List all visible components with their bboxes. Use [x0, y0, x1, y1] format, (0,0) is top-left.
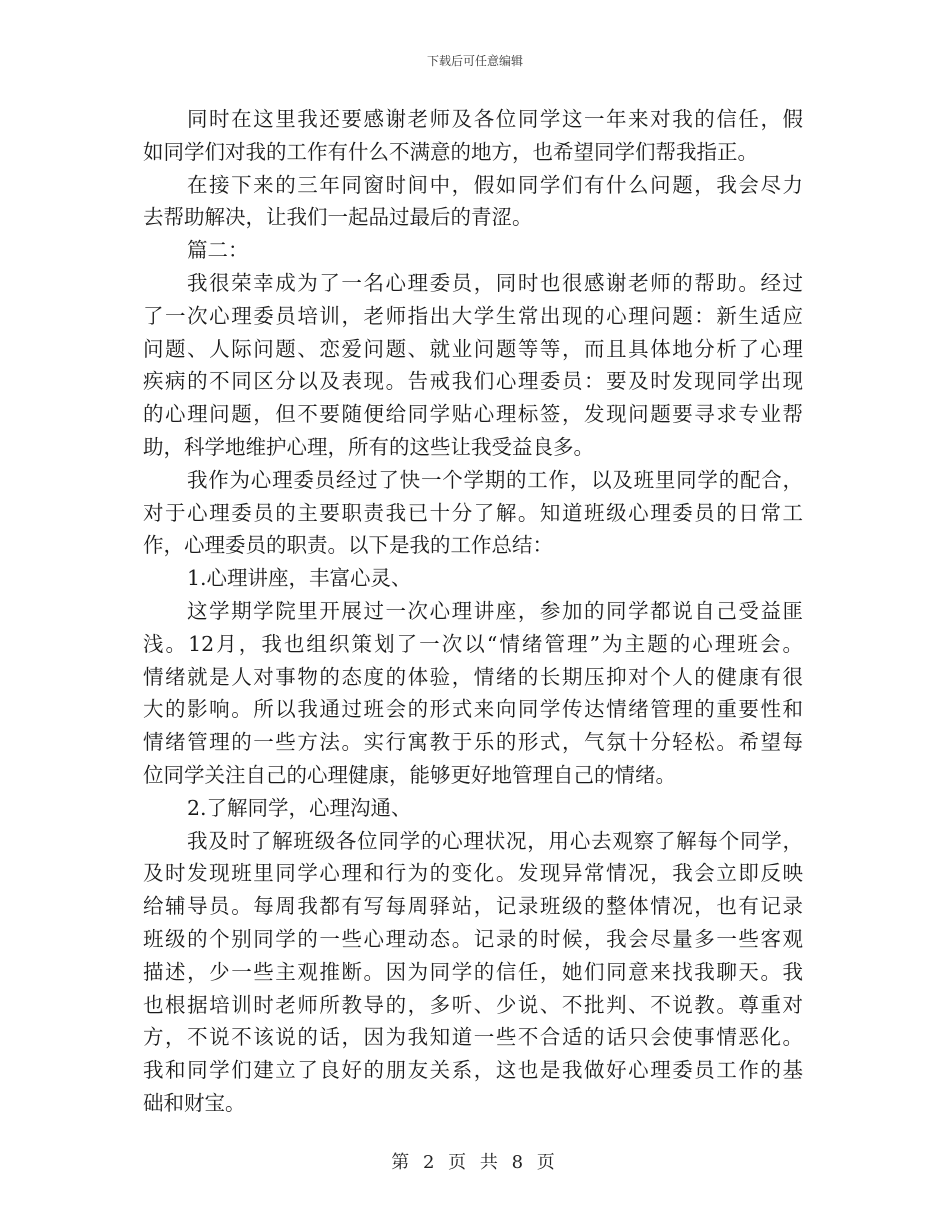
text-line: 这学期学院里开展过一次心理讲座，参加的同学都说自己受益匪 — [187, 598, 803, 623]
page-header: 下载后可任意编辑 — [426, 54, 523, 68]
text-line: 描述，少一些主观推断。因为同学的信任，她们同意来找我聊天。我 — [143, 959, 803, 984]
text-line: 础和财宝。 — [143, 1090, 246, 1115]
text-line: 作，心理委员的职责。以下是我的工作总结： — [143, 533, 553, 558]
text-line: 大的影响。所以我通过班会的形式来向同学传达情绪管理的重要性和 — [143, 697, 803, 722]
text-line: 班级的个别同学的一些心理动态。记录的时候，我会尽量多一些客观 — [143, 926, 803, 951]
text-line: 位同学关注自己的心理健康，能够更好地管理自己的情绪。 — [143, 762, 676, 787]
text-line: 了一次心理委员培训，老师指出大学生常出现的心理问题：新生适应 — [143, 303, 803, 328]
text-line: 浅。12月，我也组织策划了一次以“情绪管理”为主题的心理班会。 — [143, 631, 803, 656]
text-line: 情绪就是人对事物的态度的体验，情绪的长期压抑对个人的健康有很 — [143, 664, 803, 689]
text-line: 问题、人际问题、恋爱问题、就业问题等等，而且具体地分析了心理 — [143, 336, 803, 361]
text-line: 我作为心理委员经过了快一个学期的工作，以及班里同学的配合， — [187, 467, 803, 492]
text-line: 我和同学们建立了良好的朋友关系，这也是我做好心理委员工作的基 — [143, 1058, 803, 1083]
text-line: 疾病的不同区分以及表现。告戒我们心理委员：要及时发现同学出现 — [143, 369, 803, 394]
text-line: 也根据培训时老师所教导的，多听、少说、不批判、不说教。尊重对 — [143, 992, 803, 1017]
text-line: 1.心理讲座，丰富心灵、 — [187, 566, 412, 591]
text-line: 如同学们对我的工作有什么不满意的地方，也希望同学们帮我指正。 — [143, 139, 758, 164]
text-line: 去帮助解决，让我们一起品过最后的青涩。 — [143, 205, 533, 230]
text-line: 在接下来的三年同窗时间中，假如同学们有什么问题，我会尽力 — [187, 172, 803, 197]
text-line: 及时发现班里同学心理和行为的变化。发现异常情况，我会立即反映 — [143, 861, 803, 886]
text-line: 助，科学地维护心理，所有的这些让我受益良多。 — [143, 434, 594, 459]
text-line: 的心理问题，但不要随便给同学贴心理标签，发现问题要寻求专业帮 — [143, 402, 803, 427]
text-line: 给辅导员。每周我都有写每周驿站，记录班级的整体情况，也有记录 — [143, 894, 803, 919]
text-line: 对于心理委员的主要职责我已十分了解。知道班级心理委员的日常工 — [143, 500, 803, 525]
text-line: 方，不说不该说的话，因为我知道一些不合适的话只会使事情恶化。 — [143, 1025, 803, 1050]
text-line: 篇二： — [187, 238, 249, 263]
text-line: 2.了解同学，心理沟通、 — [187, 795, 412, 820]
text-line: 我及时了解班级各位同学的心理状况，用心去观察了解每个同学， — [187, 828, 803, 853]
text-line: 同时在这里我还要感谢老师及各位同学这一年来对我的信任，假 — [187, 107, 803, 131]
text-line: 我很荣幸成为了一名心理委员，同时也很感谢老师的帮助。经过 — [187, 270, 803, 295]
document-body — [143, 103, 803, 1120]
text-line: 情绪管理的一些方法。实行寓教于乐的形式，气氛十分轻松。希望每 — [143, 730, 803, 755]
page-footer: 第 2 页 共 8 页 — [391, 1152, 559, 1173]
